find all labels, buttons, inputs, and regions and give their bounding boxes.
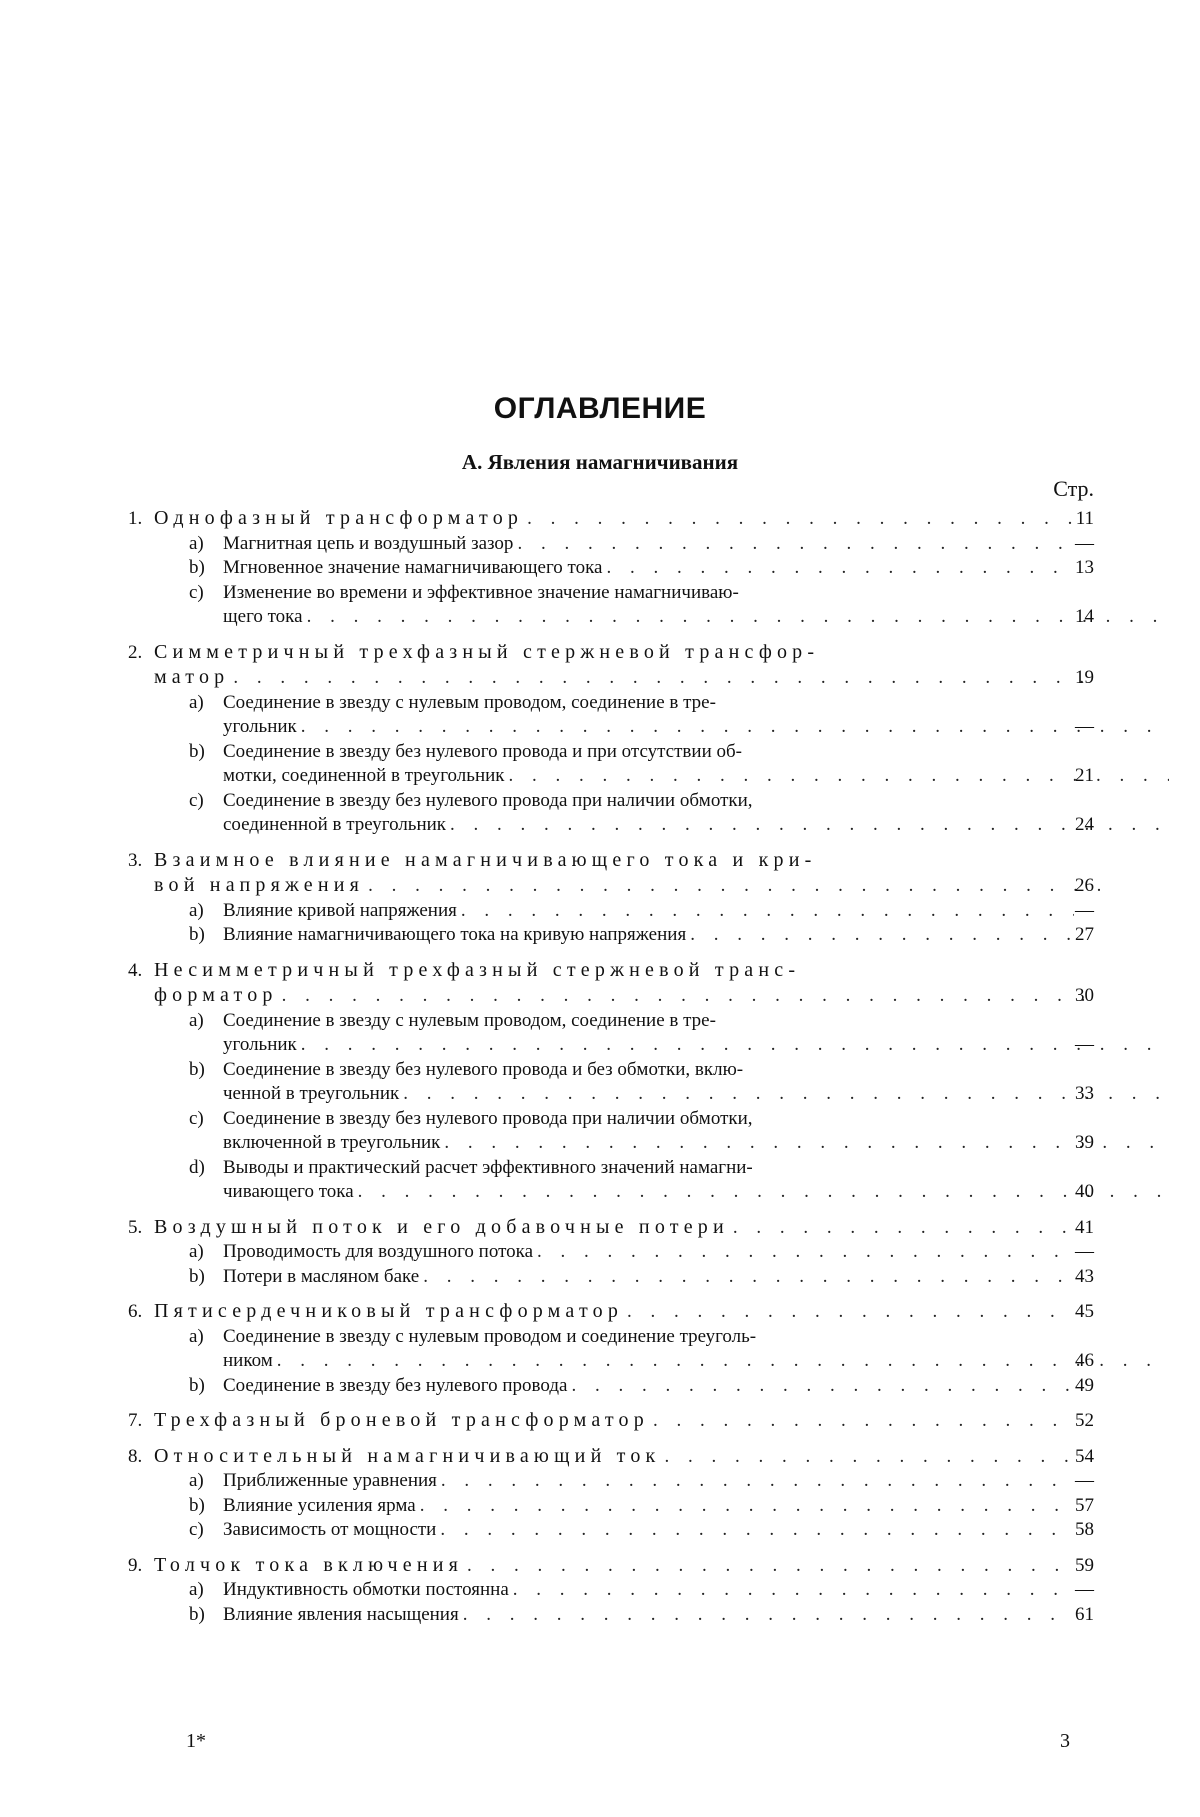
page-ref: 19 [1075, 667, 1094, 688]
entry-line [128, 1131, 1173, 1156]
toc-item [128, 1240, 1094, 1265]
item-letter: a) [189, 691, 204, 713]
item-letter: c) [189, 1107, 204, 1129]
toc-item [128, 1265, 1094, 1290]
entry-text: ником [223, 1350, 273, 1371]
page-ref: — [1075, 1470, 1094, 1491]
toc-section [128, 506, 1094, 532]
entry-line [128, 1518, 1078, 1543]
page-number: 3 [1060, 1730, 1070, 1752]
entry-line [128, 923, 1078, 948]
dot-leader [420, 1494, 1074, 1519]
page-ref: 45 [1075, 1301, 1094, 1322]
entry-line [128, 873, 1104, 899]
dot-leader [537, 1240, 1074, 1265]
dot-leader [571, 1374, 1074, 1399]
entry-text: вой напряжения [154, 874, 365, 896]
section-number: 9. [128, 1554, 143, 1576]
toc-section-group [128, 1215, 1094, 1290]
toc-item [128, 1578, 1094, 1603]
section-number: 2. [128, 641, 143, 663]
entry-text: Соединение в звезду без нулевого провода [223, 1374, 568, 1396]
entry-text: включенной в треугольник [223, 1132, 441, 1153]
toc-item [128, 1603, 1094, 1628]
dot-leader [517, 532, 1074, 557]
toc-item [128, 532, 1094, 557]
entry-text: Симметричный трехфазный стержневой трансфор- [154, 640, 820, 663]
entry-line [128, 1408, 1078, 1434]
entry-line [128, 1265, 1078, 1290]
entry-line [128, 740, 1078, 765]
page-ref: — [1075, 532, 1094, 554]
toc-item [128, 923, 1094, 948]
entry-text: соединенной в треугольник [223, 814, 447, 835]
page-ref: — [1075, 899, 1094, 921]
toc-item [128, 1325, 1094, 1374]
page-ref: 33 [1075, 1083, 1094, 1104]
entry-text: Магнитная цепь и воздушный зазор [223, 532, 514, 554]
item-letter: b) [189, 557, 205, 578]
entry-text: Соединение в звезду с нулевым проводом, соединение в тре- [223, 691, 716, 713]
entry-text: Соединение в звезду без нулевого провода и без обмотки, вклю- [223, 1058, 744, 1080]
entry-text: Соединение в звезду с нулевым проводом, соединение в тре- [223, 1009, 716, 1031]
toc-item [128, 1374, 1094, 1399]
dot-leader [653, 1409, 1074, 1434]
entry-line [128, 605, 1173, 630]
entry-line [128, 1107, 1078, 1132]
entry-line [128, 789, 1078, 814]
dot-leader [467, 1554, 1074, 1579]
entry-line [128, 532, 1078, 557]
dot-leader [440, 1518, 1074, 1543]
entry-text: Взаимное влияние намагничивающего тока и кри- [154, 848, 817, 871]
entry-line [128, 1494, 1078, 1519]
entry-text: Пятисердечниковый трансформатор [154, 1300, 624, 1322]
entry-line [128, 506, 1078, 532]
entry-line [128, 1082, 1173, 1107]
toc-section [128, 1408, 1094, 1434]
entry-text: Толчок тока включения [154, 1553, 464, 1576]
page-ref: 57 [1075, 1494, 1094, 1516]
item-letter: b) [189, 1603, 205, 1625]
entry-text: угольник [223, 1034, 297, 1055]
section-number: 3. [128, 849, 143, 871]
toc-item [128, 1107, 1094, 1156]
toc-section-group [128, 1408, 1094, 1434]
dot-leader [441, 1469, 1074, 1494]
dot-leader [690, 923, 1074, 948]
entry-text: Соединение в звезду без нулевого провода при наличии обмотки, [223, 1107, 753, 1129]
page-ref: 58 [1075, 1519, 1094, 1540]
toc-section [128, 958, 1094, 1009]
page-ref: 14 [1075, 606, 1094, 627]
entry-line [128, 983, 1104, 1009]
toc-section [128, 640, 1094, 691]
toc-section [128, 848, 1094, 899]
dot-leader [461, 899, 1074, 924]
toc-section [128, 1215, 1094, 1241]
entry-text: Соединение в звезду без нулевого провода при наличии обмотки, [223, 789, 753, 811]
item-letter: b) [189, 740, 205, 762]
entry-line [128, 1180, 1173, 1205]
entry-line [128, 899, 1078, 924]
dot-leader [513, 1578, 1074, 1603]
entry-line [128, 1444, 1078, 1470]
entry-text: угольник [223, 716, 297, 737]
entry-line [128, 1469, 1078, 1494]
toc-section-group [128, 640, 1094, 838]
page-ref: 46 [1075, 1350, 1094, 1371]
entry-text: щего тока [223, 606, 303, 627]
page-ref: 13 [1075, 557, 1094, 578]
entry-text: мотки, соединенной в треугольник [223, 765, 505, 786]
item-letter: a) [189, 532, 204, 554]
section-number: 5. [128, 1216, 143, 1238]
entry-text: Однофазный трансформатор [154, 507, 524, 529]
item-letter: b) [189, 924, 205, 945]
section-number: 7. [128, 1410, 143, 1431]
entry-text: Влияние намагничивающего тока на кривую напряжения [223, 924, 687, 945]
section-number: 8. [128, 1445, 143, 1467]
page-ref: — [1075, 1034, 1094, 1055]
entry-line [128, 1009, 1078, 1034]
entry-text: Приближенные уравнения [223, 1470, 437, 1491]
entry-text: Несимметричный трехфазный стержневой транс- [154, 958, 801, 981]
entry-line [128, 764, 1173, 789]
entry-text: чивающего тока [223, 1181, 354, 1202]
item-letter: d) [189, 1156, 205, 1178]
page-ref: 24 [1075, 814, 1094, 835]
entry-line [128, 958, 1078, 984]
entry-line [128, 1578, 1078, 1603]
toc-section-group [128, 506, 1094, 630]
entry-text: Влияние кривой напряжения [223, 899, 457, 921]
entry-line [128, 1553, 1078, 1579]
entry-text: матор [154, 666, 230, 688]
page-ref: 43 [1075, 1265, 1094, 1287]
entry-line [128, 715, 1173, 740]
page-ref: 41 [1075, 1216, 1094, 1238]
dot-leader [233, 666, 1100, 691]
toc-item [128, 1058, 1094, 1107]
entry-line [128, 1374, 1078, 1399]
toc-section-group [128, 848, 1094, 948]
item-letter: a) [189, 1325, 204, 1347]
page-ref: 39 [1075, 1132, 1094, 1153]
toc-section-group [128, 958, 1094, 1205]
page-ref: — [1075, 716, 1094, 737]
dot-leader [527, 507, 1074, 532]
dot-leader [368, 874, 1100, 899]
toc-item [128, 581, 1094, 630]
page-ref: 11 [1075, 508, 1094, 529]
toc-section-group [128, 1299, 1094, 1398]
page-title: ОГЛАВЛЕНИЕ [493, 392, 707, 425]
entry-line [128, 1603, 1078, 1628]
toc-item [128, 789, 1094, 838]
toc-section-group [128, 1444, 1094, 1543]
toc-section-group [128, 1553, 1094, 1628]
toc-section [128, 1553, 1094, 1579]
entry-line [128, 640, 1078, 666]
page-ref: — [1075, 1241, 1094, 1262]
signature-mark: 1* [186, 1730, 206, 1752]
section-number: 4. [128, 959, 143, 981]
item-letter: b) [189, 1058, 205, 1080]
page-ref: 27 [1075, 924, 1094, 945]
toc-item [128, 1494, 1094, 1519]
page-ref: 54 [1075, 1445, 1094, 1467]
dot-leader [282, 984, 1100, 1009]
item-letter: a) [189, 1579, 204, 1600]
toc-item [128, 740, 1094, 789]
dot-leader [606, 556, 1074, 581]
entry-line [128, 1215, 1078, 1241]
entry-line [128, 556, 1078, 581]
dot-leader [733, 1216, 1074, 1241]
page-ref: 49 [1075, 1374, 1094, 1396]
page-ref: 61 [1075, 1603, 1094, 1625]
toc-item [128, 1469, 1094, 1494]
entry-text: Потери в масляном баке [223, 1265, 420, 1287]
table-of-contents [128, 506, 1094, 1627]
entry-line [128, 1058, 1078, 1083]
page-ref: 26 [1075, 875, 1094, 896]
item-letter: b) [189, 1374, 205, 1396]
dot-leader [664, 1445, 1074, 1470]
page-column-header: Стр. [1053, 476, 1094, 501]
entry-line [128, 1033, 1173, 1058]
entry-text: Воздушный поток и его добавочные потери [154, 1215, 729, 1238]
entry-text: форматор [154, 984, 278, 1006]
page-ref: — [1075, 1579, 1094, 1600]
toc-item [128, 556, 1094, 581]
section-number: 6. [128, 1301, 143, 1322]
page-ref: 59 [1075, 1554, 1094, 1576]
item-letter: a) [189, 1470, 204, 1491]
item-letter: c) [189, 1519, 204, 1540]
entry-line [128, 581, 1078, 606]
page-ref: 52 [1075, 1410, 1094, 1431]
page-ref: 30 [1075, 985, 1094, 1006]
entry-text: Изменение во времени и эффективное значение намагничиваю- [223, 581, 739, 603]
entry-line [128, 848, 1078, 874]
toc-item [128, 899, 1094, 924]
entry-text: Соединение в звезду с нулевым проводом и соединение треуголь- [223, 1325, 757, 1347]
dot-leader [627, 1300, 1074, 1325]
entry-line [128, 1156, 1078, 1181]
item-letter: c) [189, 789, 204, 811]
entry-line [128, 1325, 1078, 1350]
entry-text: Выводы и практический расчет эффективного значений намагни- [223, 1156, 753, 1178]
entry-text: ченной в треугольник [223, 1083, 400, 1104]
entry-text: Индуктивность обмотки постоянна [223, 1579, 509, 1600]
entry-text: Трехфазный броневой трансформатор [154, 1409, 649, 1431]
item-letter: a) [189, 899, 204, 921]
toc-section [128, 1299, 1094, 1325]
item-letter: b) [189, 1265, 205, 1287]
entry-line [128, 813, 1173, 838]
entry-text: Влияние усиления ярма [223, 1494, 416, 1516]
dot-leader [423, 1265, 1074, 1290]
page-ref: 40 [1075, 1181, 1094, 1202]
entry-line [128, 1349, 1173, 1374]
entry-line [128, 1299, 1078, 1325]
item-letter: c) [189, 581, 204, 603]
page-ref: 21 [1075, 765, 1094, 786]
entry-text: Соединение в звезду без нулевого провода и при отсутствии об- [223, 740, 742, 762]
entry-line [128, 1240, 1078, 1265]
entry-line [128, 691, 1078, 716]
toc-item [128, 691, 1094, 740]
item-letter: b) [189, 1494, 205, 1516]
part-title: А. Явления намагничивания [461, 450, 739, 474]
entry-line [128, 665, 1104, 691]
entry-text: Относительный намагничивающий ток [154, 1444, 661, 1467]
item-letter: a) [189, 1009, 204, 1031]
entry-text: Мгновенное значение намагничивающего тока [223, 557, 603, 578]
entry-text: Проводимость для воздушного потока [223, 1241, 534, 1262]
dot-leader [463, 1603, 1074, 1628]
entry-text: Влияние явления насыщения [223, 1603, 459, 1625]
item-letter: a) [189, 1241, 204, 1262]
entry-text: Зависимость от мощности [223, 1519, 437, 1540]
toc-item [128, 1518, 1094, 1543]
toc-item [128, 1009, 1094, 1058]
toc-section [128, 1444, 1094, 1470]
toc-item [128, 1156, 1094, 1205]
section-number: 1. [128, 508, 143, 529]
